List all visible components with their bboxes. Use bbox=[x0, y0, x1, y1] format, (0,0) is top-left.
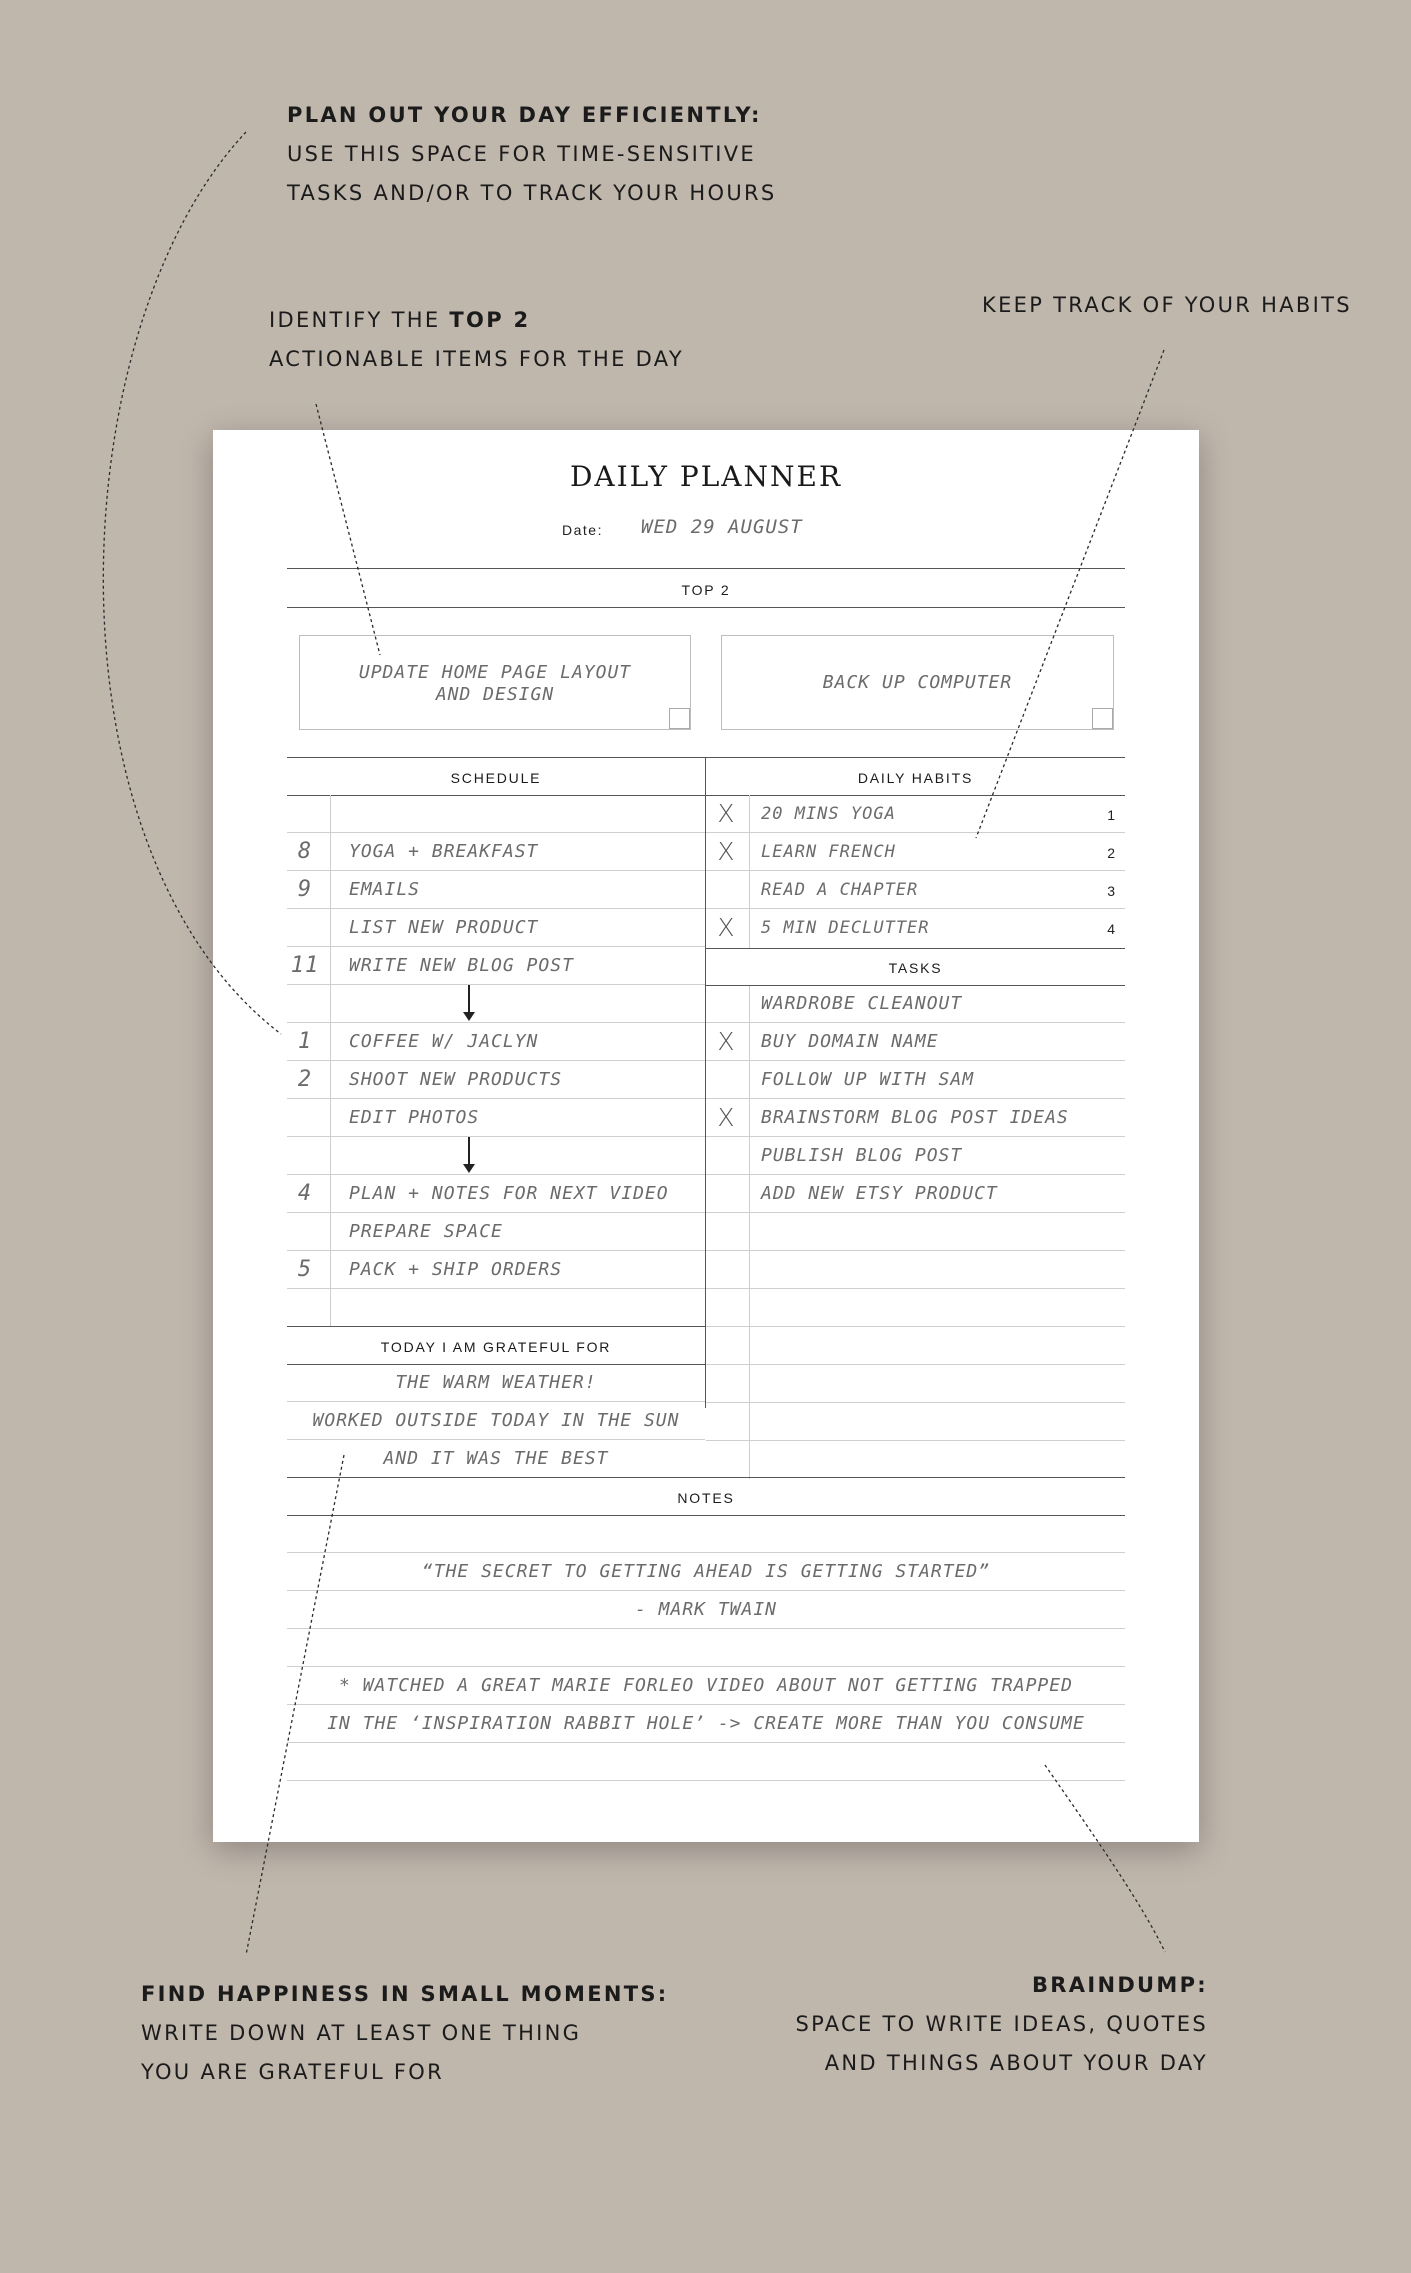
schedule-row[interactable] bbox=[287, 947, 705, 985]
notes-text: - MARK TWAIN bbox=[634, 1599, 778, 1620]
schedule-hour: 11 bbox=[290, 953, 320, 978]
schedule-text: PREPARE SPACE bbox=[349, 1221, 503, 1242]
annotation-top2-line: ACTIONABLE ITEMS FOR THE DAY bbox=[269, 347, 684, 371]
schedule-text: EDIT PHOTOS bbox=[349, 1107, 480, 1128]
schedule-text: PLAN + NOTES FOR NEXT VIDEO bbox=[349, 1183, 669, 1204]
schedule-row[interactable] bbox=[287, 985, 705, 1023]
schedule-hour: 2 bbox=[297, 1067, 313, 1092]
annotation-braindump-heading: BRAINDUMP: bbox=[1032, 1973, 1208, 1997]
grateful-line[interactable] bbox=[287, 1364, 705, 1402]
annotation-habits bbox=[982, 286, 1352, 325]
schedule-hour: 4 bbox=[297, 1181, 313, 1206]
planner-sheet bbox=[213, 430, 1199, 1842]
grateful-line[interactable] bbox=[287, 1402, 705, 1440]
divider bbox=[287, 1326, 706, 1327]
checkbox[interactable] bbox=[669, 708, 690, 729]
annotation-happiness-line: WRITE DOWN AT LEAST ONE THING bbox=[141, 2021, 582, 2045]
task-text: WARDROBE CLEANOUT bbox=[761, 993, 963, 1014]
habit-row[interactable] bbox=[706, 871, 1125, 909]
task-row[interactable] bbox=[706, 1327, 1125, 1365]
schedule-text: PACK + SHIP ORDERS bbox=[349, 1259, 563, 1280]
annotation-top2-text: IDENTIFY THE bbox=[269, 308, 450, 332]
schedule-row[interactable] bbox=[287, 1137, 705, 1175]
schedule-row[interactable] bbox=[287, 1251, 705, 1289]
notes-text: * WATCHED A GREAT MARIE FORLEO VIDEO ABOUT NOT GETTING TRAPPED bbox=[339, 1675, 1073, 1696]
schedule-text: YOGA + BREAKFAST bbox=[349, 841, 539, 862]
notes-line[interactable] bbox=[287, 1667, 1125, 1705]
schedule-hour: 9 bbox=[297, 877, 313, 902]
task-row[interactable] bbox=[706, 1251, 1125, 1289]
habits-heading: DAILY HABITS bbox=[857, 770, 974, 786]
grateful-text: THE WARM WEATHER! bbox=[395, 1372, 597, 1393]
schedule-row[interactable] bbox=[287, 1289, 705, 1327]
notes-line[interactable] bbox=[287, 1743, 1125, 1781]
notes-line[interactable] bbox=[287, 1705, 1125, 1743]
notes-heading: NOTES bbox=[677, 1490, 735, 1506]
task-text: FOLLOW UP WITH SAM bbox=[761, 1069, 975, 1090]
schedule-row[interactable] bbox=[287, 1061, 705, 1099]
task-row[interactable] bbox=[706, 1023, 1125, 1061]
habit-check-mark[interactable]: X bbox=[717, 913, 735, 942]
schedule-text: SHOOT NEW PRODUCTS bbox=[349, 1069, 563, 1090]
down-arrow-icon bbox=[468, 985, 470, 1013]
notes-text: IN THE ‘INSPIRATION RABBIT HOLE’ -> CREATE MORE THAN YOU CONSUME bbox=[327, 1713, 1085, 1734]
notes-text: “THE SECRET TO GETTING AHEAD IS GETTING STARTED” bbox=[421, 1561, 991, 1582]
schedule-heading: SCHEDULE bbox=[450, 770, 542, 786]
habit-text: 5 MIN DECLUTTER bbox=[761, 918, 930, 938]
schedule-row[interactable] bbox=[287, 795, 705, 833]
schedule-row[interactable] bbox=[287, 1099, 705, 1137]
habit-index: 4 bbox=[1107, 921, 1115, 937]
checkbox[interactable] bbox=[1092, 708, 1113, 729]
notes-line[interactable] bbox=[287, 1629, 1125, 1667]
task-row[interactable] bbox=[706, 1403, 1125, 1441]
schedule-hour: 8 bbox=[297, 839, 313, 864]
schedule-row[interactable] bbox=[287, 909, 705, 947]
notes-line[interactable] bbox=[287, 1553, 1125, 1591]
schedule-text: COFFEE W/ JACLYN bbox=[349, 1031, 539, 1052]
top2-item-1[interactable] bbox=[299, 635, 691, 730]
task-row[interactable] bbox=[706, 1061, 1125, 1099]
top2-item-2[interactable] bbox=[721, 635, 1114, 730]
hour-column-rule bbox=[330, 795, 331, 1327]
task-text: BRAINSTORM BLOG POST IDEAS bbox=[761, 1107, 1069, 1128]
habit-index: 3 bbox=[1107, 883, 1115, 899]
notes-line[interactable] bbox=[287, 1515, 1125, 1553]
annotation-plan bbox=[287, 96, 777, 213]
annotation-braindump-line: SPACE TO WRITE IDEAS, QUOTES bbox=[795, 2012, 1208, 2036]
schedule-row[interactable] bbox=[287, 833, 705, 871]
task-row[interactable] bbox=[706, 1289, 1125, 1327]
habit-check-mark[interactable]: X bbox=[717, 799, 735, 828]
annotation-happiness-line: YOU ARE GRATEFUL FOR bbox=[141, 2060, 445, 2084]
date-label: Date: bbox=[562, 522, 603, 538]
grateful-text: WORKED OUTSIDE TODAY IN THE SUN bbox=[312, 1410, 680, 1431]
schedule-text: EMAILS bbox=[349, 879, 421, 900]
annotation-braindump-line: AND THINGS ABOUT YOUR DAY bbox=[824, 2051, 1208, 2075]
habit-text: 20 MINS YOGA bbox=[761, 804, 896, 824]
divider bbox=[287, 757, 1125, 758]
schedule-text: WRITE NEW BLOG POST bbox=[349, 955, 574, 976]
task-row[interactable] bbox=[706, 1175, 1125, 1213]
annotation-top2 bbox=[269, 301, 684, 379]
habit-text: READ A CHAPTER bbox=[761, 880, 919, 900]
task-row[interactable] bbox=[706, 985, 1125, 1023]
task-text: BUY DOMAIN NAME bbox=[761, 1031, 939, 1052]
schedule-row[interactable] bbox=[287, 1023, 705, 1061]
schedule-hour: 1 bbox=[297, 1029, 313, 1054]
tasks-heading: TASKS bbox=[888, 960, 943, 976]
row-rule bbox=[287, 1780, 1125, 1781]
annotation-habits-line: KEEP TRACK OF YOUR HABITS bbox=[982, 293, 1352, 317]
task-text: PUBLISH BLOG POST bbox=[761, 1145, 963, 1166]
mark-column-rule bbox=[749, 795, 750, 948]
annotation-plan-line: USE THIS SPACE FOR TIME-SENSITIVE bbox=[287, 142, 756, 166]
habit-row[interactable] bbox=[706, 833, 1125, 871]
habit-row[interactable] bbox=[706, 795, 1125, 833]
top2-heading: TOP 2 bbox=[681, 582, 731, 598]
task-text: ADD NEW ETSY PRODUCT bbox=[761, 1183, 998, 1204]
task-row[interactable] bbox=[706, 1213, 1125, 1251]
annotation-happiness bbox=[141, 1975, 669, 2092]
annotation-plan-line: TASKS AND/OR TO TRACK YOUR HOURS bbox=[287, 181, 777, 205]
habit-index: 2 bbox=[1107, 845, 1115, 861]
schedule-row[interactable] bbox=[287, 1175, 705, 1213]
schedule-text: LIST NEW PRODUCT bbox=[349, 917, 539, 938]
habit-index: 1 bbox=[1107, 807, 1115, 823]
task-row[interactable] bbox=[706, 1441, 1125, 1479]
down-arrow-icon bbox=[468, 1137, 470, 1165]
top2-item-text: UPDATE HOME PAGE LAYOUT AND DESIGN bbox=[358, 662, 632, 705]
schedule-row[interactable] bbox=[287, 1213, 705, 1251]
annotation-top2-bold: TOP 2 bbox=[449, 308, 531, 332]
divider bbox=[287, 607, 1125, 608]
divider bbox=[706, 985, 1125, 986]
top2-item-text: BACK UP COMPUTER bbox=[822, 672, 1013, 693]
column-divider bbox=[705, 757, 706, 1408]
notes-line[interactable] bbox=[287, 1591, 1125, 1629]
schedule-hour: 5 bbox=[297, 1257, 313, 1282]
task-row[interactable] bbox=[706, 1137, 1125, 1175]
grateful-line[interactable] bbox=[287, 1440, 705, 1478]
task-row[interactable] bbox=[706, 1365, 1125, 1403]
grateful-heading: TODAY I AM GRATEFUL FOR bbox=[380, 1339, 612, 1355]
schedule-row[interactable] bbox=[287, 871, 705, 909]
mark-column-rule bbox=[749, 985, 750, 1479]
planner-title: DAILY PLANNER bbox=[569, 460, 843, 493]
grateful-text: AND IT WAS THE BEST bbox=[383, 1448, 609, 1469]
annotation-plan-heading: PLAN OUT YOUR DAY EFFICIENTLY: bbox=[287, 103, 762, 127]
task-check-mark[interactable]: X bbox=[717, 1027, 735, 1056]
divider bbox=[706, 948, 1125, 949]
task-check-mark[interactable]: X bbox=[717, 1103, 735, 1132]
habit-row[interactable] bbox=[706, 909, 1125, 947]
task-row[interactable] bbox=[706, 1099, 1125, 1137]
date-value: WED 29 AUGUST bbox=[641, 516, 803, 538]
annotation-braindump bbox=[795, 1966, 1208, 2083]
habit-text: LEARN FRENCH bbox=[761, 842, 896, 862]
annotation-happiness-heading: FIND HAPPINESS IN SMALL MOMENTS: bbox=[141, 1982, 669, 2006]
habit-check-mark[interactable]: X bbox=[717, 837, 735, 866]
divider bbox=[287, 568, 1125, 569]
divider bbox=[287, 1477, 1125, 1478]
